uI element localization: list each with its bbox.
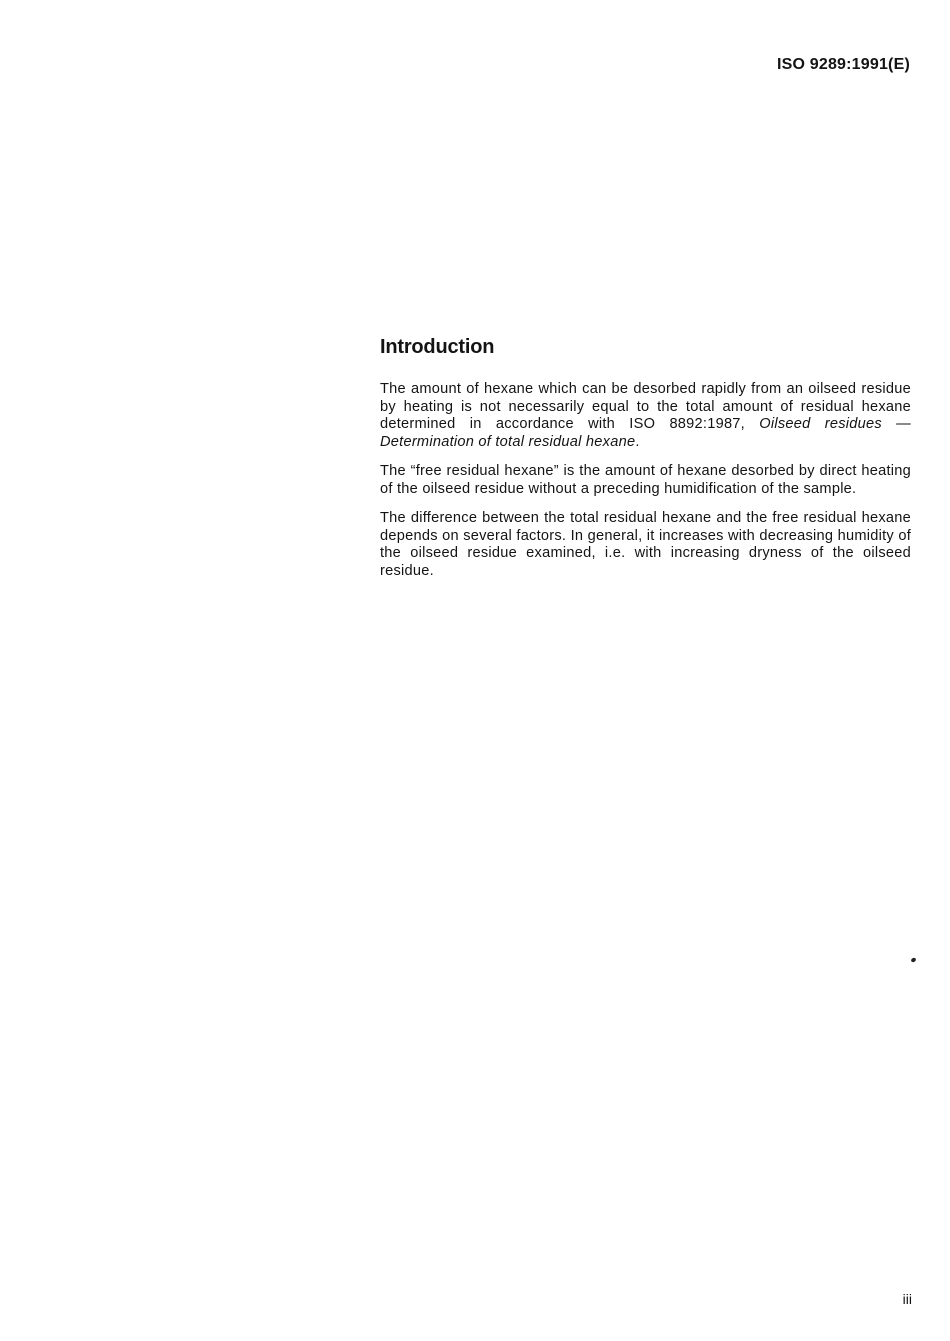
paragraph-2: The “free residual hexane” is the amount of hexane desorbed by direct heating of the oilseed residue without a preceding humidification of the sample. [380,463,911,497]
standard-code-header: ISO 9289:1991(E) [776,56,910,73]
reference-title: Oilseed residues — Determination of total residual hexane [380,416,911,450]
introduction-section [380,336,911,592]
page-number: iii [902,1291,912,1307]
paragraph-1-text: The amount of hexane which can be desorbed rapidly from an oilseed residue by heating is not necessarily equal to the total amount of residual hexane determined in accordance with ISO 8892:1987, [380,381,911,432]
section-title: Introduction [380,336,495,358]
paragraph-1-end: . [635,433,640,450]
stray-mark [910,957,916,963]
paragraph-3: The difference between the total residual hexane and the free residual hexane depends on several factors. In general, it increases with decreasing humidity of the oilseed residue examined, i.e. with increasing dryness of the oilseed residue. [380,510,911,579]
paragraph-1 [380,381,911,451]
